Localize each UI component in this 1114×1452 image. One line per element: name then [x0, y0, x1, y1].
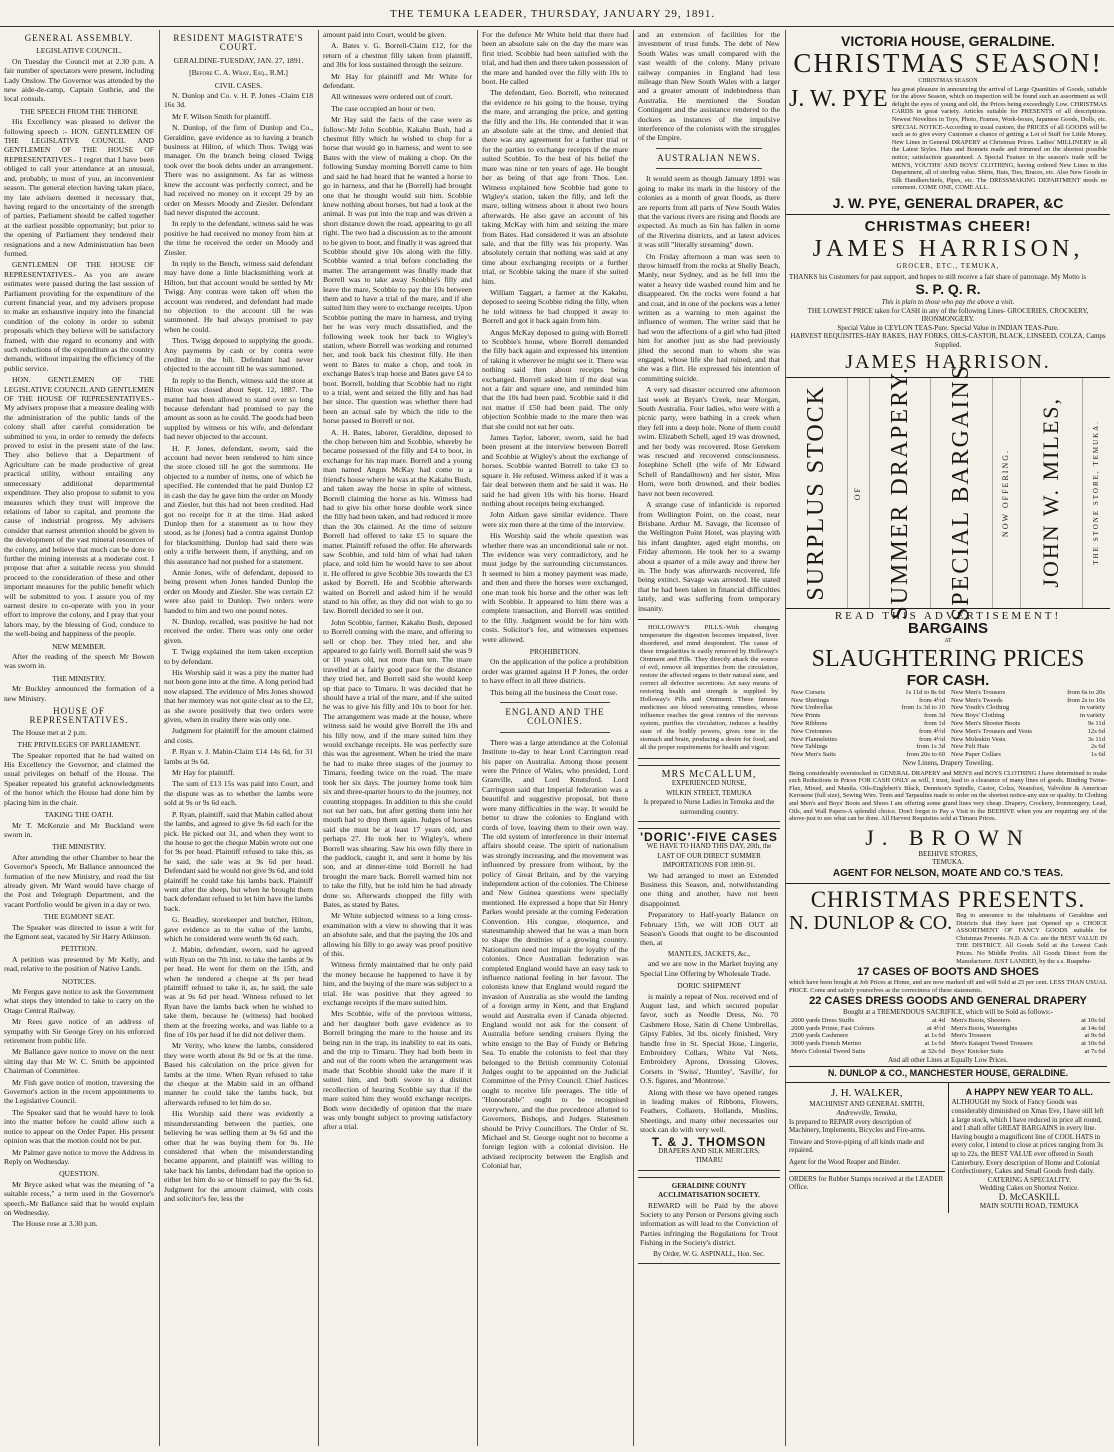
walker-name: J. H. WALKER, — [830, 1087, 903, 1100]
column-3 — [319, 30, 476, 1446]
divider-rule — [656, 148, 762, 149]
price-value: at 10s 6d — [1081, 1040, 1105, 1048]
price-value: from 1s 3d to 10 — [901, 704, 945, 712]
victoria-title: VICTORIA HOUSE, GERALDINE. — [841, 33, 1055, 49]
price-list-row — [951, 1048, 1105, 1056]
paragraph: GENTLEMEN OF THE HOUSE OF REPRESENTATIVES.- As you are aware estimates were passed during the last session of Parliament providing for the expenditure of the current financial year, and my advisers propose to make an exhaustive inquiry into the financial condition of the colony in order to submit proposals which they believe will be satisfactory framed, with due regard to economy and with such reductions of the expenditure as the country demands, without impairing the efficiency of the public service. — [4, 260, 154, 373]
paragraph: Mr F. Wilson Smith for plaintiff. — [172, 111, 272, 121]
harrison-trade: GROCER, ETC., TEMUKA, — [896, 261, 1000, 270]
paragraph: The sum of £13 15s was paid into Court, and the dispute was as to whether the lambs were sold at 9s or 9s 6d each. — [164, 779, 313, 808]
brown-agent: AGENT FOR NELSON, MOATE AND CO.'S TEAS. — [832, 867, 1064, 879]
paragraph: James Taylor, laborer, sworn, said he had been present at the interview between Borrell and Scobbie at Wigley's about the exchange of horses. Scobbie wanted Borrell to take £3 to square it. He refused. Witness asked if it was a fair deal between them and he said it was. He said he had given 10s with his horse. Heard nothing about receipts being exchanged. — [482, 433, 628, 508]
price-list-row — [951, 1025, 1105, 1033]
paragraph: His Worship said it was a pity the matter had not been gone into at the time. A long period had now elapsed. The evidence of Mrs Jones showed that her memory was not quite clear as to the £2, as she swore positively that two orders were given, when in reality there was only one. — [164, 668, 313, 725]
paragraph: The House met at 2 p.m. — [12, 727, 87, 737]
paragraph: The Speaker said that he would have to look into the matter before he could allow such a notice to appear on the Order Paper. His present opinion was that the motion could not be put. — [4, 1107, 154, 1146]
price-list-row — [791, 720, 945, 728]
subheading: THE MINISTRY. — [52, 842, 106, 852]
paragraph: In reply to the Bench, witness said the store at Hilton was closed about Sept. 12, 1887. The matter had been allowed to stand over so long because defendant had promised to pay the amount as soon as he could. The goods had been supplied by witness or his wife, and defendant had never objected to the account. — [164, 375, 313, 442]
doric-ad — [638, 828, 780, 1171]
subheading: THE EGMONT SEAT. — [43, 912, 115, 922]
brown-town: TEMUKA. — [932, 858, 964, 867]
column-2 — [160, 30, 317, 1446]
price-value: from 4½d — [918, 696, 945, 704]
paragraph: In reply to the Bench, witness said defendant may have done a little blacksmithing work at Hilton, but that account would be settled by Mr Twigg. Any contras were taken off when the account was rendered, and defendant had made no objection to the account till he was summoned. He had always promised to pay when he could. — [164, 258, 313, 334]
price-item: New Cretonnes — [791, 727, 832, 735]
dunlop-boots: 17 CASES OF BOOTS AND SHOES — [857, 966, 1039, 979]
price-value: from 3d — [923, 712, 945, 720]
price-item: New Shirtings — [791, 696, 829, 704]
subheading: TAKING THE OATH. — [44, 810, 114, 820]
price-value: in variety — [1079, 704, 1105, 712]
price-value: 9s 11d — [1087, 720, 1105, 728]
paragraph: Preparatory to Half-yearly Balance on February 15th, we will JOB OUT all Season's Goods that ought to be discounted then, at — [640, 910, 778, 948]
nurse-address: WILKIN STREET, TEMUKA — [666, 788, 752, 797]
price-list-row — [951, 712, 1105, 720]
brown-cash: FOR CASH. — [906, 671, 990, 689]
dunlop-list-left — [791, 1017, 945, 1056]
miles-surplus: SURPLUS STOCK — [802, 384, 829, 601]
price-item: Men's Boots, Watertights — [951, 1024, 1018, 1032]
holloway-text: HOLLOWAY'S PILLS.-With changing temperature the digestion becomes impaired, liver disordered, and mind despondent. The cause of these irregularities is easily removed by Holloway's Ointment and Pills. They directly attack the source of evil, remove all impurities from the circulation, restore the affected organs to their natural state, and correct all defective secretions. An easy means of restoring health and strength is supplied by Holloway's Pills and Ointment. These famous medicines are blood renovating remedies, whose influence reaches the great centres of the nervous system, purifies the circulation, induces a healthy state of the bodily powers, gives tone to the stomach and brain, producing a desire for food, and all the proper requirements for health and vigour. — [640, 623, 778, 751]
price-list-row — [951, 704, 1105, 712]
brown-text: Being considerably overstocked in GENERAL DRAPERY and MEN'S and BOYS CLOTHING I have determined to make such Reductions in Prices FOR CASH ONLY as will, I trust, lead to a clearance of many lines of goods. Binding Twine-Flax, Mixed, and Manila. Oils-Englebert's Black, Dennison's Spindle, Castor, Colza, Neatsfoot, Valvoline & American Kerosene (full size), Sewing Wire. Tents and Tarpaulins made to order on the shortest notice-any size or quality. In Clothing and Men's and Boys' Boots and Shoes I am offering some grand lines very cheap. Drapery, Crockery, Ironmongery, Lead, Oils, and Wall Papers-A splendid choice. Don't forget to Pay a Visit to the BEEHIVE when you are requiring any of the above-just to see what can be done. All Harvest Requisites sold at Timaru Prices. — [789, 769, 1107, 823]
price-list-row — [791, 751, 945, 759]
miles-col — [848, 378, 870, 608]
paragraph: HON. GENTLEMEN OF THE LEGISLATIVE COUNCIL AND GENTLEMEN OF THE HOUSE OF REPRESENTATIVES.- My advisers propose that a measure dealing with the administration of the public lands of the colony shall after careful consideration be submitted to you, in order to remedy the defects proved to exist in the present state of the law. They also believe that a Department of Agriculture can be made productive of great practical utility, without entailing any unnecessary additional departmental expenditure. They also propose to submit to you measures which they trust will improve the relations of labor to capital, and promote the cause of industrial progress. My advisers consider that earnest attention should be given to the development of the vast mineral resources of the colony, and believe that much can be done to further the mining interests at a moderate cost. I propose that after a suitable recess you should proceed to the consideration of these and other important measures for the public benefit which will be submitted to you. I assure you of my earnest desire to co-operate with you in your effort to improve the colony, and I pray that your labors may, by the blessing of God, conduce to the well-being and happiness of the people. — [4, 375, 154, 639]
price-item: Men's Colonial Tweed Suits — [791, 1048, 866, 1056]
miles-summer: SUMMER DRAPERY. — [886, 365, 913, 620]
price-list-row — [791, 704, 945, 712]
rubber-stamp-notice: ORDERS for Rubber Stamps received at the LEADER Office. — [789, 1171, 945, 1192]
price-item: New Men's Suits — [791, 751, 836, 759]
walker-address: Andrewville, Temuka, — [836, 1109, 897, 1118]
harrison-headline: CHRISTMAS CHEER! — [864, 217, 1032, 235]
price-item: New Ribbons — [791, 720, 828, 728]
divider-rule — [656, 168, 762, 169]
masthead — [0, 4, 1114, 27]
price-item: Men's Boots, Shooters — [951, 1016, 1011, 1024]
walker-ad — [786, 1083, 949, 1213]
paragraph: Mr Bryce asked what was the meaning of "a suitable recess," a term used in the Governor's speech.-Mr Ballance said that he would explain on Wednesday. — [4, 1179, 154, 1217]
victoria-text: has great pleasure in announcing the arrival of Large Quantities of Goods, suitable for the above Season, which on inspection will be found such an assortment as will delight the eyes of young and old, the Prices being exceedingly Low. CHRISTMAS CARDS in great variety. Articles suitable for PRESENTS of all descriptions. Newest Novelties in Toys, Photo, Frames, Work-boxes, Japanese Goods, Dolls, etc. SPECIAL NOTICE-According to usual custom, the PRICES of all GOODS will be such as to give every Customer a chance of getting a Lot of Stuff for Little Money. New Lines in General DRAPERY at Christmas Prices. Ladies' MILLINERY in all the Latest Styles. Hats and Bonnets made and trimmed on the shortest possible notice; satisfaction guaranteed. A Special Feature in the season's trade will be MEN'S, YOUTHS' AND BOYS' CLOTHING, having ordered New Lines in this Department, all of sterling value. Shirts, Hats, Ties, Braces, etc. Also New Goods in Silk Handkerchiefs, Pipes, etc. The DRESSMAKING DEPARTMENT needs no comment. COME ONE, COME ALL. — [891, 85, 1107, 192]
price-value: at 32s 6d — [921, 1048, 945, 1056]
walker-text: Is prepared to REPAIR every description of Machinery, Implements, Bicycles and Fire-arms. — [789, 1117, 926, 1135]
miles-col — [1021, 378, 1083, 608]
paragraph: A petition was presented by Mr Kelly, and read, relative to the position of Native Lands. — [4, 954, 154, 974]
acclimatisation-title: GERALDINE COUNTY ACCLIMATISATION SOCIETY. — [658, 1181, 760, 1200]
harrison-motto: S. P. Q. R. — [915, 281, 981, 298]
subheading: CIVIL CASES. — [214, 80, 263, 90]
paragraph: Mr Ballance gave notice to move on the next sitting day that Mr W. C. Smith be appointed Chairman of Committee. — [4, 1047, 154, 1076]
price-list-row — [791, 689, 945, 697]
price-item: New Tablings — [791, 743, 828, 751]
paragraph: Mr Hay said the facts of the case were as follow:-Mr John Scobbie, Kakahu Bush, had a chestnut filly which he wished to chop for a horse that would go in harness, and went to see Bates with the view of making a chop. On the following Sunday morning Borrell came to him and said he had heard that he wanted a horse to go in harness, and that he (Borrell) had brought one that he thought would suit him. Scobbie knew nothing about horses, but had a look at the animal. It was put into the trap and was driven a short distance down the road, appearing to go all right. The two had a discussion as to the amount to be given to boot, and finally it was agreed that Scobbie should give 10s along with the filly. Scobbie wanted a trial before concluding the matter. The arrangement was finally made that Borrell was to take away Scobbie's filly and leave the mare, Scobbie to pay the 10s between them and to have a trial of the mare, and if she suited him they were to exchange receipts. Upon Scobbie putting the mare in harness, and trying her he was very much dissatisfied, and the following week took her back to Wigley's station, where Borrell was working and returned her, and took back his chestnut filly. He then went to Bates to make a chop, and took in exchange Bates's trap horse and Bates gave £4 to boot. Borrell, holding that Scobbie had no right to a trial, went and seized the filly and has had her since. The question was whether there had been an actual sale by which the title to the horse passed to Borrell or not. — [323, 115, 472, 426]
victoria-proprietor: J. W. PYE — [789, 85, 888, 112]
miles-col — [993, 378, 1021, 608]
price-list-row — [951, 689, 1105, 697]
price-list-row — [951, 751, 1105, 759]
walker-tinware: Tinware and Stove-piping of all kinds made and repaired. — [789, 1137, 924, 1155]
paragraph: is mainly a repeat of Nos. received end of August last, and which secured popular favor, such as Needle Dress, No. 70 Cashmere Hose, Satin di Chene Umbrellas, Gipsy Fables, 3d lbs. nicely finished, Very handle free in St. Special Hose, Lingerie, Embroidery Collars, White Val Nets, Embroidery Aprons, Dressing Gloves, Corsets in 'Swiss', 'Huntley', 'Saville', for O.S. figures, and 'Montrose.' — [640, 991, 778, 1086]
price-value: from 4½d — [918, 735, 945, 743]
divider-rule — [500, 732, 610, 733]
miles-name: JOHN W. MILES, — [1038, 397, 1064, 588]
paragraph: A. Bates v. G. Borrell-Claim £12, for the return of a chestnut filly taken from plaintiff, and 30s for loss sustained through the seizure. — [323, 41, 472, 70]
paragraph: His Excellency was pleased to deliver the following speech :- HON. GENTLEMEN OF THE LEGISLATIVE COUNCIL AND GENTLEMEN OF THE HOUSE OF REPRESENTATIVES.- I regret that I have been obliged to call your attendance at an unusual, and, probably, to most of you, an inconvenient season. The general election having taken place, my late advisers deemed it necessary that, having regard to the uncertainty of the strength of parties, Parliament should be called together at the earliest possible opportunity; but prior to the opening of Parliament they tendered their resignations and a new Administration has been formed. — [4, 117, 154, 258]
paragraph: N. Dunlop and Co. v. H. P. Jones -Claim £18 16s 3d. — [164, 91, 313, 110]
paragraph: Angus McKay deposed to going with Borrell to Scobbie's house, where Borrell demanded the filly back again and expressed his intention of taking it wherever he might see it. There was nothing said then about receipts being exchanged. Borrell asked him if the deal was not a fair and square one, and reminded him that the 10s had been paid. Scobbie said it did not matter if £50 had been paid. The only objection Scobbie made to the mare then was that she could not eat her oats. — [482, 327, 628, 431]
price-list-row — [791, 1017, 945, 1025]
nurse-title: EXPERIENCED NURSE, — [671, 779, 747, 788]
paragraph: All witnesses were ordered out of court. — [331, 92, 453, 102]
subheading: THE SPEECH FROM THE THRONE — [20, 106, 138, 116]
paragraph: N. Dunlop, of the firm of Dunlop and Co., Geraldine, gave evidence as to having a branch business at Hilton, of which Thos. Twigg was manager. On the branch being closed Twigg took over the book debts under an arrangement. There was no assignment. As far as witness knew the account was perfectly correct, and he had received no money on it except 29 by an order on Messrs Moody and Ziesler. Defendant had never disputed the account. — [164, 123, 313, 217]
miles-col — [1083, 378, 1110, 608]
price-value: from 2s to 10s — [1067, 696, 1105, 704]
price-item: New Men's Tweeds — [951, 696, 1003, 704]
heading-house: HOUSE OF REPRESENTATIVES. — [29, 706, 129, 726]
acclimatisation-signature: By Order, W. G. ASPINALL, Hon. Sec. — [653, 1249, 765, 1258]
miles-col — [931, 364, 993, 622]
paragraph: Thos. Twigg deposed to supplying the goods. Any payments by cash or by contra were credited in the bill. Defendant had never objected to the account till he was summoned. — [164, 336, 313, 374]
paragraph: Judgment for plaintiff for the amount claimed and costs. — [164, 726, 313, 745]
paragraph: Mr Hay for plaintiff. — [172, 768, 235, 778]
paragraph: On Friday afternoon a man was seen to throw himself from the rocks at Shelly Beach, Manly, near Sydney, and as he fell into the water a heavy tide washed round him and he disappeared. On the rocks were found a hat and coat, and in one of the pockets was a letter written as a warning to men against the influence of women. The writer said that he had won the affections of a girl who had jilted him for another just as she had previously jilted the second man to whom she was engaged, whose life she had ruined, and that she was a flirt. He expressed his intention of committing suicide. — [638, 251, 780, 383]
price-list-row — [791, 743, 945, 751]
paragraph: Mr Hay for plaintiff and Mr White for defendant. — [323, 71, 472, 91]
price-item: Boys' Knicker Suits — [951, 1048, 1004, 1056]
acclimatisation-ad — [638, 1177, 780, 1264]
paragraph: Mr Buckley announced the formation of a new Ministry. — [4, 684, 154, 703]
price-list-row — [791, 1048, 945, 1056]
dunlop-name: N. DUNLOP & CO. — [789, 911, 953, 934]
newyear-name: D. McCASKILL — [998, 1192, 1060, 1202]
walker-agent: Agent for the Wood Reaper and Binder. — [789, 1158, 901, 1167]
paragraph: Mr Palmer gave notice to move the Address in Reply on Wednesday. — [4, 1147, 154, 1166]
paragraph: The defendant, Geo. Borrell, who reiterated the evidence re his going to the house, trying the mare, and arranging the price, and getting the filly and the 10s. He contended that it was an absolute sale at the time, and denied that there was any agreement for a further trial or for the parties to exchange receipts if the mare suited Scobbie. To the best of his belief the mare was nine or ten years of age. He bought her as being of that age from Thos. Lee. Witness explained how Scobbie had gone to Wigley's station, taken the filly, and left the mare, telling witness about it about two hours afterwards. He also gave an account of his taking McKay with him and seizing the mare from Bates. Had considered it was an absolute sale, and that the filly was his property. Was absolutely certain that nothing was said at any time about exchanging receipts or a further trial, or Scobbie taking the mare if she suited him. — [482, 88, 628, 286]
nurse-name: MRS McCALLUM, — [661, 768, 757, 780]
harrison-harvest: HARVEST REQUISITES-HAY RAKES, HAY FORKS, OILS-CASTOR, BLACK, LINSEED, COLZA, Camps Supplied. — [790, 332, 1106, 350]
paragraph: In reply to the defendant, witness said he was positive he had received no money from him at the time he received the order on Moody and Ziesler. — [164, 219, 313, 257]
paragraph: A very sad disaster occurred one afternoon last week at Bryan's Creek, near Morgan, South Australia. Four ladies, who were with a picnic party, were bathing in a creek when they fell into a deep hole. None of them could swim. Elizabeth Schell, aged 19 was drowned, and her body was recovered. Rose Gerekem was rescued and recovered consciousness. Josephine Schell (the wife of Mr Edward Schell of Randalltown) and her sister, Miss Horn, were both drowned, and their bodies have not been recovered. — [638, 385, 780, 498]
miles-col — [786, 378, 848, 608]
paragraph: REWARD will be Paid by the above Society to any Person or Persons giving such information as will lead to the Conviction of Parties infringing the Regulations for Trout Fishing in the Society's district. — [640, 1200, 778, 1248]
doric-shipment: DORIC SHIPMENT — [677, 981, 741, 991]
price-value: from 20s to 60 — [906, 751, 945, 759]
heading-australian-news: AUSTRALIAN NEWS. — [657, 152, 761, 163]
victoria-footer: J. W. PYE, GENERAL DRAPER, &C — [832, 194, 1064, 211]
paragraph: Mr Fish gave notice of motion, traversing the Governor's action in the recent appointments to the Legislative Council. — [4, 1077, 154, 1106]
dunlop-list-footer: And all other Lines at Equally Low Prices. — [888, 1055, 1008, 1064]
dunlop-ad — [786, 884, 1110, 1084]
price-list-row — [951, 743, 1105, 751]
paragraph: P. Ryan v. J. Mabin-Claim £14 14s 6d, for 31 lambs at 9s 6d. — [164, 747, 313, 766]
paragraph: The House rose at 3.30 p.m. — [12, 1219, 98, 1229]
paragraph: N. Dunlop, recalled, was positive he had not received the order. There was only one order given. — [164, 616, 313, 645]
paragraph: Mr White subjected witness to a long cross-examination with a view to showing that it was an absolute sale, and that the paying the 10s and allowing his filly to go away was proof positive of this. — [323, 911, 472, 958]
price-value: at 1s 6d — [924, 1040, 945, 1048]
price-item: New Prints — [791, 712, 821, 720]
price-item: New Men's Trousers — [951, 688, 1006, 696]
brown-headline: READ THIS ADVERTISEMENT! — [834, 609, 1062, 622]
subheading: PETITION. — [60, 944, 98, 954]
dateline: GERALDINE-TUESDAY, JAN. 27, 1891. — [173, 55, 304, 65]
price-item: New Corsets — [791, 688, 825, 696]
paragraph: and an extension of facilities for the investment of trust funds. The debt of New South Wales was small compared with the vast wealth of the colony. Many private railway companies in England had less mileage than New South Wales with a larger and a greater amount of indebtedness than Australia. He mentioned the Soudan Contingent and the assistance rendered to the dockers as instances of the impulsive interference of the colonists with the struggles of the Empire. — [638, 30, 780, 143]
price-list-row — [791, 697, 945, 705]
paragraph: There was a large attendance at the Colonial Institute to-day to hear Lord Carrington read his paper on Australia. Among those present were the Prince of Wales, who presided, Lord Granville, and Lord Knutsford. Lord Carrington said that Imperial federation was a beautiful and suggestive proposal, but there were many difficulties in the way. It would be better to draw the colonies to England with cords of love, leaving them to their own way. The old system of interference in their internal affairs should cease. The spirit of nationalism was strongly increasing, and the movement was influenced by pressure from without, by the policy of Great Britain, and by the varying independent action of the colonies. The Chinese and New Guinea questions were specially mentioned. He expressed a hope that Sir Henry Parkes would preside at the coming Federation Convention. His congue, eloquence, and statesmanship showed that he was a man born to shape the destinies of a growing country. Nationalism need not impair the loyalty of the colonies. Once Australian federation was completed England would have an easy task to influence national feeling in her favour. The colonists knew that England would regard the invasion of Australia as she would the landing of a foreign army in Kent, and that England would aid Australia even if Canada objected. England would not ask for the consent of Australia before sending cruisers flying the white ensign to the Bay of Fundy or Behring Sea. To enable the colonists to feel that they belonged to the British community Colonial Judges ought to be appointed on the Judicial Committee of the Privy Council. Chief Justices ought to receive life peerages. The title of "Honourable" ought to be recognised everywhere, and the due precedence allotted to Governors, Bishops, and Judges. Statesmen should be Privy Councillors. The Order of St. Michael and St. George ought not to become a foreign legion with a colonial division. He advised reciprocity between the English and Colonial bar, — [482, 737, 628, 1171]
subheading: LEGISLATIVE COUNCIL. — [36, 46, 122, 56]
harrison-price: THE LOWEST PRICE taken for CASH in any of the following Lines- GROCERIES, CROCKERY, IRONMONGERY. — [807, 306, 1089, 324]
harrison-plain: This is plain to those who pay the above a visit. — [881, 298, 1015, 307]
brown-price-list — [789, 689, 1107, 759]
subheading: [Before C. A. Wray, Esq., R.M.] — [189, 68, 288, 78]
price-value: in variety — [1079, 712, 1105, 720]
paragraph: Mr T. McKenzie and Mr Buckland were sworn in. — [4, 820, 154, 839]
price-value: 3s 11d — [1087, 735, 1105, 743]
price-value: 12s 6d — [1087, 727, 1105, 735]
thomson-title: T. & J. THOMSON — [651, 1134, 767, 1149]
price-item: New Felt Hats — [951, 743, 990, 751]
nurse-ad — [638, 765, 780, 822]
paragraph: The Speaker was directed to issue a writ for the Egmont seat, vacated by Sir Harry Atkinson. — [4, 922, 154, 941]
dunlop-price-list — [789, 1017, 1107, 1056]
price-list-row — [951, 1017, 1105, 1025]
price-item: New Men's Trousers and Vests — [951, 727, 1032, 735]
miles-bargains: SPECIAL BARGAINS — [948, 364, 975, 622]
divider-rule — [500, 702, 610, 703]
paragraph: After the reading of the speech Mr Bowen was sworn in. — [4, 652, 154, 671]
holloway-ad — [638, 619, 780, 759]
paragraph: His Worship said the whole question was whether there was an unconditional sale or not. The evidence was very contradictory, and he must judge by the surrounding circumstances. It seemed to him a money payment was made, and then and there the horses were exchanged, one man took his horse and the other was left with Scobbie. It appeared to him there was a complete transaction, and Borrell was entitled to the filly. Judgment would be for him with costs. Solicitor's fee, and witnesses expenses were allowed. — [482, 531, 628, 644]
masthead-title: THE TEMUKA LEADER, THURSDAY, JANUARY 29, 1891. — [390, 8, 716, 20]
price-item: New Umbrellas — [791, 704, 833, 712]
newyear-wedding: Wedding Cakes on Shortest Notice. — [979, 1184, 1080, 1193]
price-value: 1s 6d — [1090, 751, 1105, 759]
price-item: New Youth's Clothing — [951, 704, 1010, 712]
mccaskill-ad — [949, 1083, 1111, 1213]
brown-at: AT — [944, 638, 952, 645]
price-item: New Men's Shooter Boots — [951, 720, 1021, 728]
dunlop-bought: Bought at a TREMENDOUS SACRIFICE, which will be Sold as follows:- — [842, 1008, 1054, 1017]
harrison-text: THANKS his Customers for past support, and hopes to still receive a fair share of patronage. My Motto is — [789, 272, 1087, 281]
price-value: at 14s 6d — [1081, 1024, 1105, 1032]
victoria-subtitle: CHRISTMAS SEASON — [918, 78, 978, 84]
dunlop-cases: 22 CASES DRESS GOODS AND GENERAL DRAPERY — [809, 995, 1087, 1008]
paragraph: Mr Verity, who knew the lambs, considered they were worth about 8s 9d or 9s at the time. Based his calculation on the price given for lambs at the time. When Ryan refused to take the cheque at the Mabin said in an offhand manner he could take the lambs back, but afterwards refused to let him do so. — [164, 1041, 313, 1107]
heading-england-colonies: ENGLAND AND THE COLONIES. — [505, 707, 605, 727]
paragraph: Witness firmly maintained that he only paid the money because he happened to have it by him, and the buying of the mare was subject to a trial. He was positive that they agreed to exchange receipts if the mare suited him. — [323, 960, 472, 1008]
newyear-title: A HAPPY NEW YEAR TO ALL. — [965, 1087, 1093, 1098]
price-value: from 6s to 20s — [1067, 688, 1105, 696]
brown-store: BEEHIVE STORES, — [918, 849, 978, 858]
paragraph: On Tuesday the Council met at 2.30 p.m. A fair number of spectators were present, including Lady Onslow. The Governor was attended by the new aide-de-camp, Captain Guthrie, and the local consuls. — [4, 56, 154, 104]
price-list-row — [951, 736, 1105, 744]
miles-offering: NOW OFFERING. — [1001, 448, 1011, 537]
thomson-subtitle: DRAPERS AND SILK MERCERS, — [658, 1147, 760, 1155]
column-4 — [478, 30, 632, 1446]
paragraph: Along with these we have opened ranges in leading makes of Ribbons, Flowers, Feathers, Collarets, Hollands, Muslins, Sheetings, and many other necessaries our stock can do with very well. — [640, 1087, 778, 1135]
paragraph: T. Twigg explained the item taken exception to by defendant. — [164, 647, 313, 666]
walker-trade: MACHINIST AND GENERAL SMITH, — [809, 1100, 925, 1109]
paragraph: P. Ryan, plaintiff, said that Mabin called about the lambs, and agreed to give 9s 6d each for the pick. He picked out 31, and when they went to the house to get the cheque Mabin wrote out one for 9s per head. Plaintiff refused to take this, as he said, the sale was at 9s 6d per head. Defendant said he would not give 9s 6d, and told plaintiff he could take his lambs back. Plaintiff went after the sheep, but when he brought them back defendant refused to let him have the lambs back. — [164, 809, 313, 913]
price-value: at 4d — [931, 1016, 945, 1024]
subheading: PROHIBITION. — [529, 647, 581, 656]
paragraph: After attending the other Chamber to hear the Governor's Speech, Mr Ballance announced the formation of the new Ministry, and read the list already given. Mr Ward would have charge of the Post and Telegraph Department, and the vacant Portfolio would be given in a day or two. — [4, 852, 154, 909]
brown-list-right — [951, 689, 1105, 759]
paragraph: G. Beadley, storekeeper and butcher, Hilton, gave evidence as to the value of the lambs, which he considered were worth 9s 6d each. — [164, 915, 313, 943]
paragraph: It would seem as though January 1891 was going to make its mark in the history of the colonies as a month of great floods, as there are reports from all parts of New South Wales that the various rivers are rising and floods are expected. As much as 6in has fallen in some of the Riverina districts, and at latest advices it was still "literally streaming" down. — [638, 174, 780, 250]
price-item: 3000 yards French Merino — [791, 1040, 862, 1048]
paragraph: The case occupied an hour or two. — [331, 103, 436, 113]
brown-list-footer: New Linens, Drapery Toweling. — [902, 759, 994, 768]
column-1 — [0, 30, 158, 1446]
price-list-row — [791, 1040, 945, 1048]
miles-col — [870, 365, 932, 620]
nurse-text: Is prepared to Nurse Ladies in Temuka and the surrounding country. — [643, 798, 775, 816]
thomson-town: TIMARU — [695, 1156, 723, 1165]
dunlop-boots-text: which have been bought at Job Prices at Home, and are now marked off and will Sold at 25 per cent. LESS THAN USUAL PRICE. Come and satisfy yourselves as the correctness of these statements. — [789, 979, 1107, 994]
newyear-catering: CATERING A SPECIALITY. — [987, 1175, 1071, 1184]
subheading: THE PRIVILEGES OF PARLIAMENT. — [17, 740, 141, 750]
harrison-special: Special Value in CEYLON TEAS-Pure. Special Value in INDIAN TEAS-Pure. — [837, 323, 1059, 332]
paragraph: The Speaker reported that he had waited on His Excellency the Governor, and claimed the usual privileges on behalf of the House. The Speaker repeated his grateful acknowledgments of the honor which the House had done him by placing him in the chair. — [4, 750, 154, 807]
paragraph: A. H. Bates, laborer, Geraldine, deposed to the chop between him and Scobbie, whereby he became possessed of the filly and £4 to boot, in exchange for his trap mare. Borrell and a young man named Angus McKay had come to a friend's house where he was at the Kakahu Bush, and taken away the horse in spite of witness, Borrell claiming the horse as his. Witness had had to give his other horse double work since the filly had been taken, and had reduced it more than the 30s claimed. At the time of seizure Borrell had offered to take £5 to square the matter. Plaintiff refused the offer. He afterwards saw Scobbie, and told him of what had taken place, and told him he would have to see about it. He offered to give Scobbie 30s towards the £3 asked by Borrell. He and Scobbie afterwards waited on Borrell and asked him if he would stand to his offer, as they did not wish to go to law. Borrell decided to see it out. — [323, 427, 472, 616]
paragraph: We had arranged to meet an Extended Business this Season, and, notwithstanding one thing and another, have not been disappointed. — [640, 870, 778, 908]
newyear-address: MAIN SOUTH ROAD, TEMUKA — [979, 1201, 1079, 1210]
advertisement-column — [786, 30, 1110, 1446]
subheading: QUESTION. — [59, 1169, 99, 1179]
doric-title: 'DORIC'-FIVE CASES — [640, 830, 778, 844]
victoria-house-ad — [786, 30, 1110, 215]
harrison-footer: JAMES HARRISON. — [845, 350, 1051, 373]
paragraph: For the defence Mr White held that there had been an absolute sale on the day the mare was first tried. Scobbie had been satisfied with the trial, and had then and there taken possession of the mare and handed over the filly with 10s to boot. He called — [482, 30, 628, 87]
price-value: at 4½d — [927, 1024, 945, 1032]
miles-store: THE STONE STORE, TEMUKA. — [1092, 420, 1101, 565]
miles-of: OF — [852, 485, 862, 500]
price-list-row — [791, 1025, 945, 1033]
price-list-row — [791, 736, 945, 744]
price-value: from 4½d — [918, 727, 945, 735]
doric-mantles: MANTLES, JACKETS, &c., — [667, 949, 751, 958]
paragraph: amount paid into Court, would be given. — [323, 30, 447, 39]
price-value: 1s 11d to 8s 6d — [905, 688, 945, 696]
price-list-row — [791, 728, 945, 736]
price-item: Men's Trousers — [951, 1032, 992, 1040]
paragraph: Mr Fergus gave notice to ask the Government what steps they intended to take to carry on the Otago Central Railway. — [4, 987, 154, 1015]
heading-rm-court: RESIDENT MAGISTRATE'S COURT. — [173, 33, 304, 53]
price-value: 2s 6d — [1090, 743, 1105, 751]
price-item: Men's Kaiapoi Tweed Trousers — [951, 1040, 1033, 1048]
price-item: 2000 yards Dress Stuffs — [791, 1016, 855, 1024]
price-value: from 1s 3d — [916, 743, 945, 751]
heading-general-assembly: GENERAL ASSEMBLY. — [24, 33, 134, 43]
paragraph: J. Mabin, defendant, sworn, said he agreed with Ryan on the 7th inst. to take the lambs at 9s per head. He went for them on the 15th, and when he tendered a cheque at 9s per head plaintiff refused to take it, as, he said, the sale was at 9s 6d per head. Witness refused to let Ryan have the lambs back when he wished to take them, because he (witness) had booked them at the freezing works, and was liable to a fine of 10s per head if he did not deliver them. — [164, 945, 313, 1040]
paragraph: On the application of the police a prohibition order was granted against H P Jones, the order to have effect in all three districts. — [482, 657, 628, 686]
harrison-name: JAMES HARRISON, — [812, 235, 1084, 262]
paragraph: His Worship said there was evidently a misunderstanding between the parties, one believing he was selling them at 9s 6d and the other that he was buying them for 9s. He considered that when the misunderstanding became apparent, and plaintiff was willing to take back his lambs, defendant had the option to either let him do so or himself to pay the 9s 6d. Judgment for the amount claimed, with costs and solicitor's fee, less the — [164, 1109, 313, 1203]
paragraph: and we are now in the Market buying any Special Line Offering by Wholesale Trade. — [640, 959, 778, 978]
newyear-text: ALTHOUGH my Stock of Fancy Goods was considerably diminished on Xmas Eve, I have still left a large stock, which I have reduced in price all round, and I shall offer GREAT BARGAINS in every line. Having bought a magnificent line of COOL HATS in every color, I intend to close at prices ranging from 3s up to 22s, the BEST VALUE ever offered in South Canterbury. Every description of Home and Colonial Confectionery, Cakes and Small Goods fresh daily. — [951, 1098, 1104, 1176]
harrison-ad — [786, 215, 1110, 378]
brown-slaughter: SLAUGHTERING PRICES — [811, 645, 1085, 672]
price-list-row — [791, 712, 945, 720]
price-item: New Moleskin Vests — [951, 735, 1006, 743]
dunlop-list-right — [951, 1017, 1105, 1056]
brown-name: J. BROWN — [865, 824, 1031, 850]
price-item: 2000 yards Prime, Fast Colours — [791, 1024, 875, 1032]
dunlop-text: Beg to announce to the inhabitants of Geraldine and Districts that they have just Opened up a CHOICE ASSORTMENT OF FANCY GOODS suitable for Christmas Presents. N.D. & Co. are the BEST VALUE IN THE DISTRICT. All Goods Sold at the Lowest Cash Prices. No Middle Profits. All Goods Direct from the Manufacturer. JUST LANDED, by the s.s. Ruapehu- — [956, 911, 1107, 965]
price-list-row — [951, 720, 1105, 728]
victoria-headline: CHRISTMAS SEASON! — [793, 48, 1103, 78]
subheading: NEW MEMBER. — [52, 641, 106, 651]
price-list-row — [951, 1040, 1105, 1048]
paragraph: John Aitken gave similar evidence. There were six men there at the time of the interview. — [482, 510, 628, 529]
brown-ad — [786, 609, 1110, 884]
paragraph: Mrs Scobbie, wife of the previous witness, and her daughter both gave evidence as to Borrell bringing the mare to the house and its being run in the trap, its inability to eat its oats, and the trip to Timaru. They had both been in and out of the room when the arrangement was made that Scobbie should take the mare if it suited him, and both swore to a distinct recollection of hearing Scobbie say that if the mare suited him they would exchange receipts. Both were decidedly of opinion that the mare was only bought subject to proving satisfactory after a trial. — [323, 1009, 472, 1132]
price-item: New Paper Collars — [951, 751, 1001, 759]
paragraph: H. P. Jones, defendant, sworn, said the account had never been rendered to him since the store closed till he got the summons. He objected to a number of items, one of which he specified. He contended that he paid Dunlop £2 in cash the day he gave him the order on Moody and Ziesler, but this had not been credited. Had got no receipt for it at the time. Had asked Dunlop then for a statement as to how they stood, as he (Jones) had a contra against Dunlop for blacksmithing. Dunlop had said there was only a trifle between them, if anything, and on this assurance had not pushed for a statement. — [164, 443, 313, 566]
price-list-row — [951, 728, 1105, 736]
price-item: New Boys' Clothing — [951, 712, 1005, 720]
price-value: at 10s 6d — [1081, 1016, 1105, 1024]
brown-bargains: BARGAINS — [907, 620, 988, 638]
paragraph: This being all the business the Court rose. — [490, 687, 618, 697]
paragraph: John Scobbie, farmer, Kakahu Bush, deposed to Borrell coming with the mare, and offering to sell or chop her. They tried her, and she appeared to go fairly well. Borrell said she was 9 or 10 years old, not more than ten. The mare travelled at a fairly good pace for the distance they tried her, and Borrell said she would keep up that pace to Timaru. It was decided that he should have a trial of the mare, and if she suited he was to give his filly and 10s to boot for her. The arrangement was made at the house, where witness said he would give Borrell the 10s and his filly now, and if the mare suited him they would exchange receipts. He was perfectly sure this was the agreement. When he tried the mare he had to make three stages of the journey to Timaru, feeding twice on the road. The mare took her six days. The journey home took him six and three-quarter hours to do the journey, not counting stoppages. In addition to this she could not eat her oats, but after getting them into her mouth had to drop them again. Judges of horses said she must be at least 17 years old, and perhaps 27. He took her to Wigley's, where Borrell was shearing. Saw his own filly there in the paddock, caught it, and sent it home by his son, and at dinner-time told Borrell he had brought the mare back. Borrell warned him not to take the filly, but he told him he had already done so. Afterwards chopped the filly with Bates, as stated by Bates. — [323, 617, 472, 909]
price-list-row — [951, 697, 1105, 705]
doric-subtitle: WE HAVE TO HAND THIS DAY, 20th, the LAST OF OUR DIRECT SUMMER IMPORTATIONS FOR 1890-91. — [646, 842, 772, 870]
price-list-row — [791, 1032, 945, 1040]
price-value: from 1d — [923, 720, 945, 728]
price-item: New Flannelettes — [791, 735, 837, 743]
paragraph: Annie Jones, wife of defendant, deposed to being present when Jones handed Dunlop the order on Moody and Ziesler. She was certain £2 were also paid to Dunlop. Two orders were handed to him and two one pound notes. — [164, 567, 313, 615]
price-list-row — [951, 1032, 1105, 1040]
paragraph: William Taggart, a farmer at the Kakahu, deposed to seeing Scobbie riding the filly, when he told witness he had chopped it away to Borrell and got it back again from him. — [482, 287, 628, 326]
paragraph: Mr Rees gave notice of an address of sympathy with Sir George Grey on his enforced retirement from public life. — [4, 1017, 154, 1046]
dunlop-footer: N. DUNLOP & CO., MANCHESTER HOUSE, GERALDINE. — [789, 1066, 1107, 1079]
subheading: NOTICES. — [62, 976, 96, 986]
price-item: 2500 yards Cashmere — [791, 1032, 849, 1040]
dunlop-headline: CHRISTMAS PRESENTS. — [810, 886, 1086, 912]
price-value: at 1s 6d — [924, 1032, 945, 1040]
column-5 — [634, 30, 784, 1446]
subheading: THE MINISTRY. — [52, 673, 106, 683]
bottom-ads-row — [786, 1083, 1110, 1213]
price-value: at 7s 6d — [1084, 1048, 1105, 1056]
brown-list-left — [791, 689, 945, 759]
price-value: at 9s 6d — [1084, 1032, 1105, 1040]
paragraph: A strange case of infanticide is reported from Wellington Point, on the coast, near Brisbane. Arthur M. Savage, the licensee of the Wellington Point Hotel, was playing with his infant daughter, aged eight months, on Friday afternoon. He took her to a swamp about a quarter of a mile away and threw her in. The body was afterwards recovered, life being extinct. Savage was arrested. He stated that he had been taken in financial difficulties lately, and was suffering from temporary insanity. — [638, 500, 780, 613]
